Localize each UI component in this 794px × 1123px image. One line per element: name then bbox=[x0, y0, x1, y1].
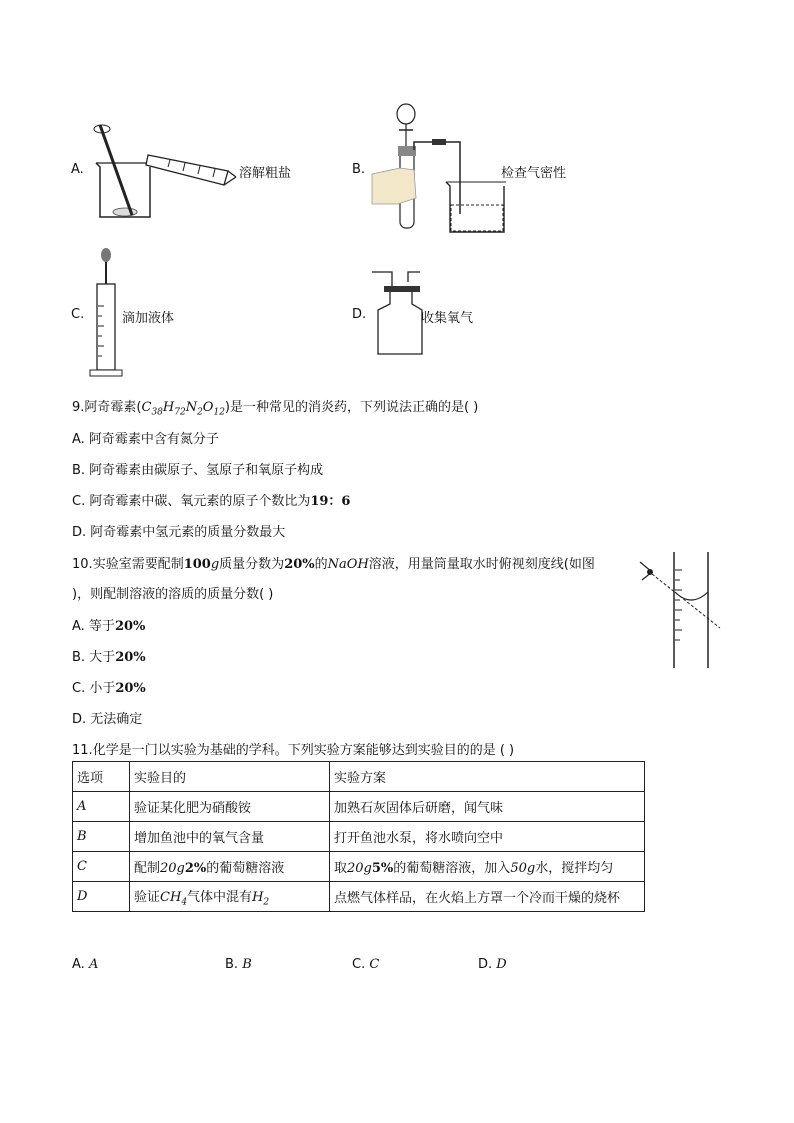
q10-option-b: B. 大于20% bbox=[72, 650, 146, 665]
q10-stem-line1: 10.实验室需要配制100g质量分数为20%的NaOH溶液，用量筒量取水时俯视刻度线(如图 bbox=[72, 557, 595, 572]
header-cell: 实验目的 bbox=[130, 762, 330, 792]
table-row: B 增加鱼池中的氧气含量 打开鱼池水泵，将水喷向空中 bbox=[73, 822, 645, 852]
q10-option-a: A. 等于20% bbox=[72, 619, 146, 634]
q10-option-d: D. 无法确定 bbox=[72, 712, 143, 727]
q11-answer-d: D. D bbox=[478, 957, 507, 972]
header-cell: 实验方案 bbox=[330, 762, 645, 792]
q9-option-a: A. 阿奇霉素中含有氮分子 bbox=[72, 432, 219, 447]
option-d-letter: D. bbox=[352, 307, 367, 322]
q11-answer-a: A. A bbox=[72, 957, 99, 972]
table-header-row bbox=[73, 762, 645, 792]
option-b-caption: 检查气密性 bbox=[501, 166, 567, 181]
option-d-caption: 收集氧气 bbox=[421, 311, 474, 326]
q9-formula: $C_{38}H_{72}N_2O_{12}$ bbox=[141, 400, 225, 418]
beaker-stirring-figure bbox=[90, 115, 250, 225]
option-a-letter: A. bbox=[71, 162, 84, 177]
q10-stem-line2: )，则配制溶液的溶质的质量分数( ) bbox=[72, 587, 274, 602]
q11-stem: 11.化学是一门以实验为基础的学科。下列实验方案能够达到实验目的的是 ( ) bbox=[72, 743, 515, 758]
table-row: A 验证某化肥为硝酸铵 加熟石灰固体后研磨，闻气味 bbox=[73, 792, 645, 822]
table-row: C 配制20g2%的葡萄糖溶液 取20g5%的葡萄糖溶液，加入50g水，搅拌均匀 bbox=[73, 852, 645, 882]
header-cell: 选项 bbox=[73, 762, 130, 792]
q11-table bbox=[72, 761, 645, 912]
q9-option-c: C. 阿奇霉素中碳、氧元素的原子个数比为19：6 bbox=[72, 494, 351, 509]
option-a-caption: 溶解粗盐 bbox=[239, 166, 292, 181]
graduated-cylinder-eye-figure bbox=[638, 548, 722, 672]
option-c-letter: C. bbox=[71, 307, 85, 322]
option-b-letter: B. bbox=[352, 162, 366, 177]
q9-option-b: B. 阿奇霉素由碳原子、氢原子和氧原子构成 bbox=[72, 463, 324, 478]
q10-option-c: C. 小于20% bbox=[72, 681, 146, 696]
gas-bottle-figure bbox=[368, 268, 428, 360]
q9-stem: 9.阿奇霉素$(C_{38}H_{72}N_2O_{12})$是一种常见的消炎药，下列说法正确的是( ) bbox=[72, 400, 479, 418]
option-c-caption: 滴加液体 bbox=[122, 311, 175, 326]
q9-option-d: D. 阿奇霉素中氢元素的质量分数最大 bbox=[72, 525, 286, 540]
q11-answer-c: C. C bbox=[352, 957, 380, 972]
q11-answer-b: B. B bbox=[225, 957, 252, 972]
table-row: D 验证$CH_4$气体中混有$H_2$ 点燃气体样品，在火焰上方罩一个冷而干燥的烧杯 bbox=[73, 882, 645, 912]
